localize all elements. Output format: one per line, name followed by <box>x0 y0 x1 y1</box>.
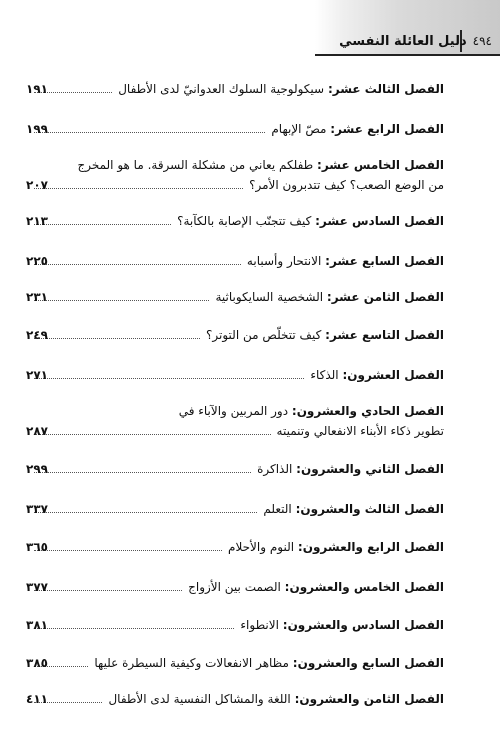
chapter-label: الفصل الثالث عشر: <box>327 82 444 96</box>
toc-entry <box>28 214 444 232</box>
page-header <box>315 0 500 56</box>
chapter-title: دور المربين والآباء في <box>178 404 289 418</box>
leader-dots <box>34 338 200 339</box>
toc-entry <box>28 656 444 674</box>
chapter-title: طفلكم يعاني من مشكلة السرقة. ما هو المخرج <box>77 158 314 172</box>
page-ref: ٢٠٧ <box>26 178 48 192</box>
page-ref: ٢٢٥ <box>26 254 48 268</box>
chapter-label: الفصل الرابع عشر: <box>330 122 444 136</box>
leader-dots <box>34 434 271 435</box>
toc-entry <box>28 462 444 480</box>
page-ref: ١٩١ <box>26 82 48 96</box>
toc-entry <box>28 540 444 558</box>
toc-entry <box>28 580 444 598</box>
chapter-label: الفصل الثامن والعشرون: <box>294 692 444 706</box>
page-ref: ٢١٣ <box>26 214 48 228</box>
leader-dots <box>34 224 171 225</box>
toc-entry <box>28 404 444 442</box>
chapter-label: الفصل السابع والعشرون: <box>292 656 444 670</box>
chapter-label: الفصل السادس والعشرون: <box>282 618 444 632</box>
chapter-title: مظاهر الانفعالات وكيفية السيطرة عليها <box>94 656 289 670</box>
chapter-title: الذكاء <box>310 368 339 382</box>
page-ref: ٢٩٩ <box>26 462 48 476</box>
chapter-title: سيكولوجية السلوك العدوانيّ لدى الأطفال <box>118 82 325 96</box>
leader-dots <box>34 590 182 591</box>
chapter-label: الفصل التاسع عشر: <box>325 328 444 342</box>
chapter-label: الفصل الخامس عشر: <box>317 158 444 172</box>
chapter-title: مصّ الإبهام <box>271 122 327 136</box>
chapter-label: الفصل الخامس والعشرون: <box>284 580 444 594</box>
leader-dots <box>34 132 265 133</box>
header-content <box>339 34 492 49</box>
leader-dots <box>34 628 234 629</box>
toc-entry <box>28 368 444 386</box>
page-ref: ٢٨٧ <box>26 424 48 438</box>
chapter-label: الفصل العشرون: <box>342 368 444 382</box>
chapter-label: الفصل الثاني والعشرون: <box>296 462 444 476</box>
leader-dots <box>34 472 251 473</box>
chapter-title: الذاكرة <box>257 462 293 476</box>
leader-dots <box>34 300 209 301</box>
toc-entry <box>28 290 444 308</box>
chapter-label: الفصل السادس عشر: <box>315 214 444 228</box>
page-ref: ٢٤٩ <box>26 328 48 342</box>
chapter-title-continued: من الوضع الصعب؟ كيف تتدبرون الأمر؟ <box>249 178 444 192</box>
toc-entry <box>28 328 444 346</box>
leader-dots <box>34 512 257 513</box>
toc-entry <box>28 618 444 636</box>
chapter-title: النوم والأحلام <box>228 540 295 554</box>
chapter-label: الفصل السابع عشر: <box>325 254 444 268</box>
book-title: دليل العائلة النفسي <box>339 34 467 49</box>
chapter-title: الانتحار وأسبابه <box>246 254 322 268</box>
page-ref: ١٩٩ <box>26 122 48 136</box>
page-ref: ٢٣١ <box>26 290 48 304</box>
toc-entry <box>28 158 444 196</box>
chapter-title: الشخصية السايكوباثية <box>215 290 324 304</box>
toc-entry <box>28 122 444 140</box>
page-ref: ٣٦٥ <box>26 540 48 554</box>
toc-entry <box>28 254 444 272</box>
leader-dots <box>34 264 241 265</box>
chapter-label: الفصل الثامن عشر: <box>326 290 444 304</box>
toc-entry <box>28 502 444 520</box>
chapter-title: التعلم <box>263 502 292 516</box>
leader-dots <box>34 550 222 551</box>
chapter-label: الفصل الرابع والعشرون: <box>297 540 444 554</box>
chapter-title-continued: تطوير ذكاء الأبناء الانفعالي وتنميته <box>276 424 444 438</box>
page-ref: ٣٨١ <box>26 618 48 632</box>
chapter-title: الانطواء <box>240 618 279 632</box>
page-ref: ٣٧٧ <box>26 580 48 594</box>
chapter-title: كيف تتخلّص من التوتر؟ <box>206 328 322 342</box>
chapter-label: الفصل الحادي والعشرون: <box>291 404 444 418</box>
page-ref: ٣٨٥ <box>26 656 48 670</box>
page-ref: ٣٣٧ <box>26 502 48 516</box>
leader-dots <box>34 188 243 189</box>
leader-dots <box>34 378 304 379</box>
chapter-label: الفصل الثالث والعشرون: <box>295 502 444 516</box>
page-ref: ٤١١ <box>26 692 48 706</box>
chapter-title: الصمت بين الأزواج <box>188 580 281 594</box>
toc-entry <box>28 82 444 100</box>
page-number: ٤٩٤ <box>472 34 492 48</box>
chapter-title: كيف تتجنّب الإصابة بالكآبة؟ <box>177 214 312 228</box>
chapter-title: اللغة والمشاكل النفسية لدى الأطفال <box>108 692 291 706</box>
page-ref: ٢٧١ <box>26 368 48 382</box>
toc-entry <box>28 692 444 710</box>
